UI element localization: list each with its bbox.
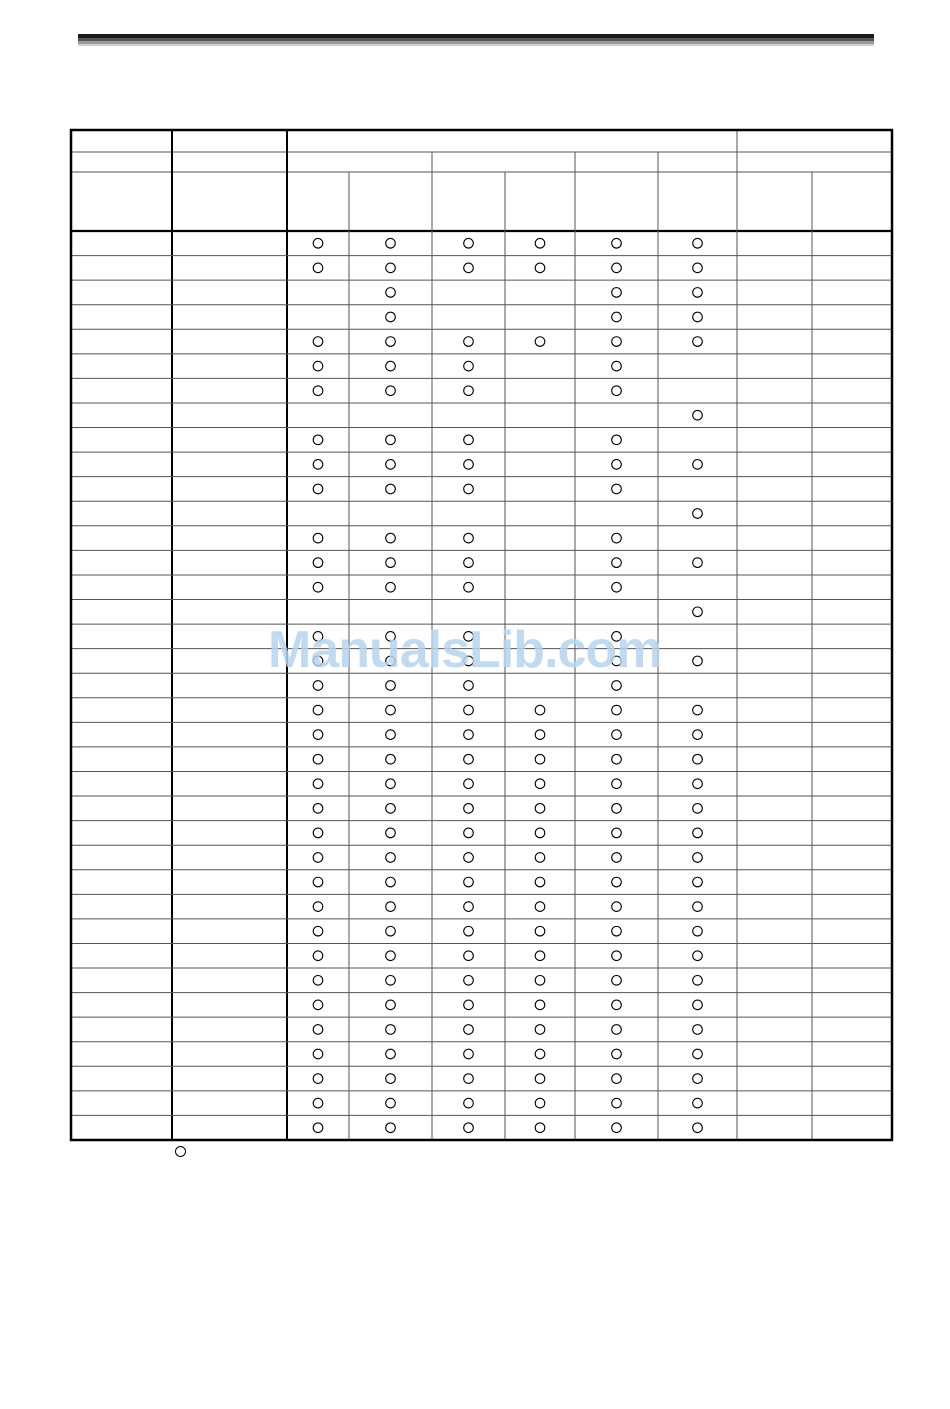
table-mark-circle-icon <box>612 337 622 347</box>
table-mark-circle-icon <box>464 1049 474 1059</box>
table-mark-circle-icon <box>464 632 474 642</box>
table-mark-circle-icon <box>386 730 396 740</box>
table-mark-circle-icon <box>693 1049 703 1059</box>
table-mark-circle-icon <box>386 632 396 642</box>
table-mark-circle-icon <box>693 853 703 863</box>
table-mark-circle-icon <box>313 804 323 814</box>
table-mark-circle-icon <box>313 853 323 863</box>
table-mark-circle-icon <box>464 902 474 912</box>
table-mark-circle-icon <box>386 288 396 298</box>
table-mark-circle-icon <box>693 951 703 961</box>
table-mark-circle-icon <box>464 853 474 863</box>
table-mark-circle-icon <box>386 1123 396 1133</box>
table-mark-circle-icon <box>693 1098 703 1108</box>
table-mark-circle-icon <box>535 238 545 248</box>
table-mark-circle-icon <box>612 1074 622 1084</box>
table-mark-circle-icon <box>535 976 545 986</box>
table-mark-circle-icon <box>313 828 323 838</box>
table-mark-circle-icon <box>464 877 474 887</box>
table-mark-circle-icon <box>386 754 396 764</box>
table-mark-circle-icon <box>386 828 396 838</box>
table-mark-circle-icon <box>464 951 474 961</box>
table-mark-circle-icon <box>386 435 396 445</box>
table-mark-circle-icon <box>386 976 396 986</box>
table-mark-circle-icon <box>535 926 545 936</box>
table-mark-circle-icon <box>612 435 622 445</box>
table-mark-circle-icon <box>313 902 323 912</box>
table-mark-circle-icon <box>313 1025 323 1035</box>
table-mark-circle-icon <box>386 386 396 396</box>
table-mark-circle-icon <box>313 460 323 470</box>
table-mark-circle-icon <box>464 1000 474 1010</box>
table-mark-circle-icon <box>386 1074 396 1084</box>
table-mark-circle-icon <box>693 804 703 814</box>
table-mark-circle-icon <box>612 484 622 494</box>
table-mark-circle-icon <box>612 730 622 740</box>
table-mark-circle-icon <box>464 804 474 814</box>
table-mark-circle-icon <box>693 779 703 789</box>
table-mark-circle-icon <box>313 926 323 936</box>
watermark-text: ManualsLib.com <box>268 621 662 679</box>
table-mark-circle-icon <box>612 1123 622 1133</box>
table-mark-circle-icon <box>313 976 323 986</box>
table-mark-circle-icon <box>535 337 545 347</box>
table-mark-circle-icon <box>612 558 622 568</box>
table-border <box>71 130 892 1140</box>
table-mark-circle-icon <box>313 533 323 543</box>
table-mark-circle-icon <box>386 1098 396 1108</box>
table-mark-circle-icon <box>464 681 474 691</box>
table-mark-circle-icon <box>612 312 622 322</box>
table-mark-circle-icon <box>535 1074 545 1084</box>
table-mark-circle-icon <box>386 656 396 666</box>
table-mark-circle-icon <box>693 754 703 764</box>
table-mark-circle-icon <box>386 582 396 592</box>
table-mark-circle-icon <box>535 754 545 764</box>
table-mark-circle-icon <box>612 877 622 887</box>
table-mark-circle-icon <box>612 238 622 248</box>
table-mark-circle-icon <box>386 238 396 248</box>
table-mark-circle-icon <box>535 828 545 838</box>
table-mark-circle-icon <box>313 1098 323 1108</box>
table-mark-circle-icon <box>535 263 545 273</box>
table-mark-circle-icon <box>535 1098 545 1108</box>
table-mark-circle-icon <box>693 877 703 887</box>
table-mark-circle-icon <box>612 976 622 986</box>
table-mark-circle-icon <box>693 410 703 420</box>
table-mark-circle-icon <box>612 951 622 961</box>
table-mark-circle-icon <box>464 533 474 543</box>
table-mark-circle-icon <box>313 558 323 568</box>
table-mark-circle-icon <box>464 976 474 986</box>
table-mark-circle-icon <box>693 337 703 347</box>
table-mark-circle-icon <box>313 1074 323 1084</box>
table-mark-circle-icon <box>464 484 474 494</box>
table-mark-circle-icon <box>693 902 703 912</box>
table-mark-circle-icon <box>612 263 622 273</box>
table-mark-circle-icon <box>464 1098 474 1108</box>
table-mark-circle-icon <box>612 288 622 298</box>
table-mark-circle-icon <box>313 779 323 789</box>
table-mark-circle-icon <box>313 361 323 371</box>
table-mark-circle-icon <box>535 779 545 789</box>
table-mark-circle-icon <box>693 1074 703 1084</box>
table-mark-circle-icon <box>612 582 622 592</box>
table-mark-circle-icon <box>612 779 622 789</box>
table-mark-circle-icon <box>693 1025 703 1035</box>
table-mark-circle-icon <box>386 779 396 789</box>
table-mark-circle-icon <box>464 754 474 764</box>
table-mark-circle-icon <box>313 1000 323 1010</box>
table-mark-circle-icon <box>464 263 474 273</box>
table-mark-circle-icon <box>313 1123 323 1133</box>
table-mark-circle-icon <box>693 730 703 740</box>
table-mark-circle-icon <box>693 705 703 715</box>
table-mark-circle-icon <box>464 386 474 396</box>
table-mark-circle-icon <box>612 460 622 470</box>
table-mark-circle-icon <box>313 238 323 248</box>
table-mark-circle-icon <box>464 558 474 568</box>
table-mark-circle-icon <box>693 607 703 617</box>
table-mark-circle-icon <box>464 582 474 592</box>
table-mark-circle-icon <box>464 730 474 740</box>
table-mark-circle-icon <box>612 926 622 936</box>
table-mark-circle-icon <box>386 804 396 814</box>
table-mark-circle-icon <box>313 705 323 715</box>
table-mark-circle-icon <box>464 705 474 715</box>
table-mark-circle-icon <box>386 263 396 273</box>
table-mark-circle-icon <box>612 853 622 863</box>
table-mark-circle-icon <box>313 754 323 764</box>
table-mark-circle-icon <box>386 1049 396 1059</box>
table-mark-circle-icon <box>535 804 545 814</box>
table-mark-circle-icon <box>386 902 396 912</box>
table-mark-circle-icon <box>386 361 396 371</box>
table-mark-circle-icon <box>535 1123 545 1133</box>
table-mark-circle-icon <box>386 951 396 961</box>
table-mark-circle-icon <box>693 263 703 273</box>
table-mark-circle-icon <box>464 337 474 347</box>
table-mark-circle-icon <box>612 632 622 642</box>
table-mark-circle-icon <box>313 681 323 691</box>
table-mark-circle-icon <box>313 730 323 740</box>
table-mark-circle-icon <box>612 361 622 371</box>
table-mark-circle-icon <box>386 312 396 322</box>
table-mark-circle-icon <box>464 656 474 666</box>
table-mark-circle-icon <box>535 705 545 715</box>
table-mark-circle-icon <box>313 877 323 887</box>
table-mark-circle-icon <box>313 582 323 592</box>
table-mark-circle-icon <box>464 828 474 838</box>
table-mark-circle-icon <box>693 312 703 322</box>
table-mark-circle-icon <box>612 1025 622 1035</box>
table-mark-circle-icon <box>464 1123 474 1133</box>
table-mark-circle-icon <box>313 337 323 347</box>
table-mark-circle-icon <box>386 853 396 863</box>
table-mark-circle-icon <box>464 779 474 789</box>
table-mark-circle-icon <box>693 828 703 838</box>
table-mark-circle-icon <box>612 533 622 543</box>
table-mark-circle-icon <box>693 288 703 298</box>
table-mark-circle-icon <box>386 484 396 494</box>
table-mark-circle-icon <box>464 435 474 445</box>
table-mark-circle-icon <box>612 681 622 691</box>
table-mark-circle-icon <box>693 509 703 519</box>
table-mark-circle-icon <box>612 1098 622 1108</box>
table-mark-circle-icon <box>612 705 622 715</box>
table-mark-circle-icon <box>464 1074 474 1084</box>
table-mark-circle-icon <box>386 926 396 936</box>
table-mark-circle-icon <box>464 460 474 470</box>
footnote-circle-icon <box>175 1146 186 1157</box>
table-mark-circle-icon <box>612 1049 622 1059</box>
table-mark-circle-icon <box>612 804 622 814</box>
table-mark-circle-icon <box>313 435 323 445</box>
table-mark-circle-icon <box>386 460 396 470</box>
table-mark-circle-icon <box>612 386 622 396</box>
table-mark-circle-icon <box>535 1000 545 1010</box>
table-mark-circle-icon <box>693 558 703 568</box>
table-mark-circle-icon <box>313 386 323 396</box>
table-mark-circle-icon <box>535 902 545 912</box>
table-mark-circle-icon <box>693 1123 703 1133</box>
table-mark-circle-icon <box>386 558 396 568</box>
table-mark-circle-icon <box>386 1025 396 1035</box>
table-mark-circle-icon <box>693 460 703 470</box>
table-mark-circle-icon <box>693 1000 703 1010</box>
table-mark-circle-icon <box>464 926 474 936</box>
table-mark-circle-icon <box>693 926 703 936</box>
table-mark-circle-icon <box>535 1049 545 1059</box>
table-mark-circle-icon <box>535 951 545 961</box>
table-mark-circle-icon <box>612 754 622 764</box>
table-mark-circle-icon <box>535 1025 545 1035</box>
table-mark-circle-icon <box>464 238 474 248</box>
table-mark-circle-icon <box>535 853 545 863</box>
table-mark-circle-icon <box>313 632 323 642</box>
table-mark-circle-icon <box>535 877 545 887</box>
table-mark-circle-icon <box>386 533 396 543</box>
table-mark-circle-icon <box>386 681 396 691</box>
table-mark-circle-icon <box>386 705 396 715</box>
table-mark-circle-icon <box>386 877 396 887</box>
table-mark-circle-icon <box>313 263 323 273</box>
table-mark-circle-icon <box>313 656 323 666</box>
table-mark-circle-icon <box>313 1049 323 1059</box>
table-mark-circle-icon <box>535 730 545 740</box>
table-mark-circle-icon <box>693 238 703 248</box>
table-mark-circle-icon <box>612 828 622 838</box>
table-mark-circle-icon <box>612 1000 622 1010</box>
table-mark-circle-icon <box>693 976 703 986</box>
table-mark-circle-icon <box>464 1025 474 1035</box>
table-mark-circle-icon <box>313 951 323 961</box>
table-mark-circle-icon <box>386 1000 396 1010</box>
table-mark-circle-icon <box>386 337 396 347</box>
table-mark-circle-icon <box>612 656 622 666</box>
table-mark-circle-icon <box>693 656 703 666</box>
table-mark-circle-icon <box>464 361 474 371</box>
table-mark-circle-icon <box>313 484 323 494</box>
table-mark-circle-icon <box>612 902 622 912</box>
